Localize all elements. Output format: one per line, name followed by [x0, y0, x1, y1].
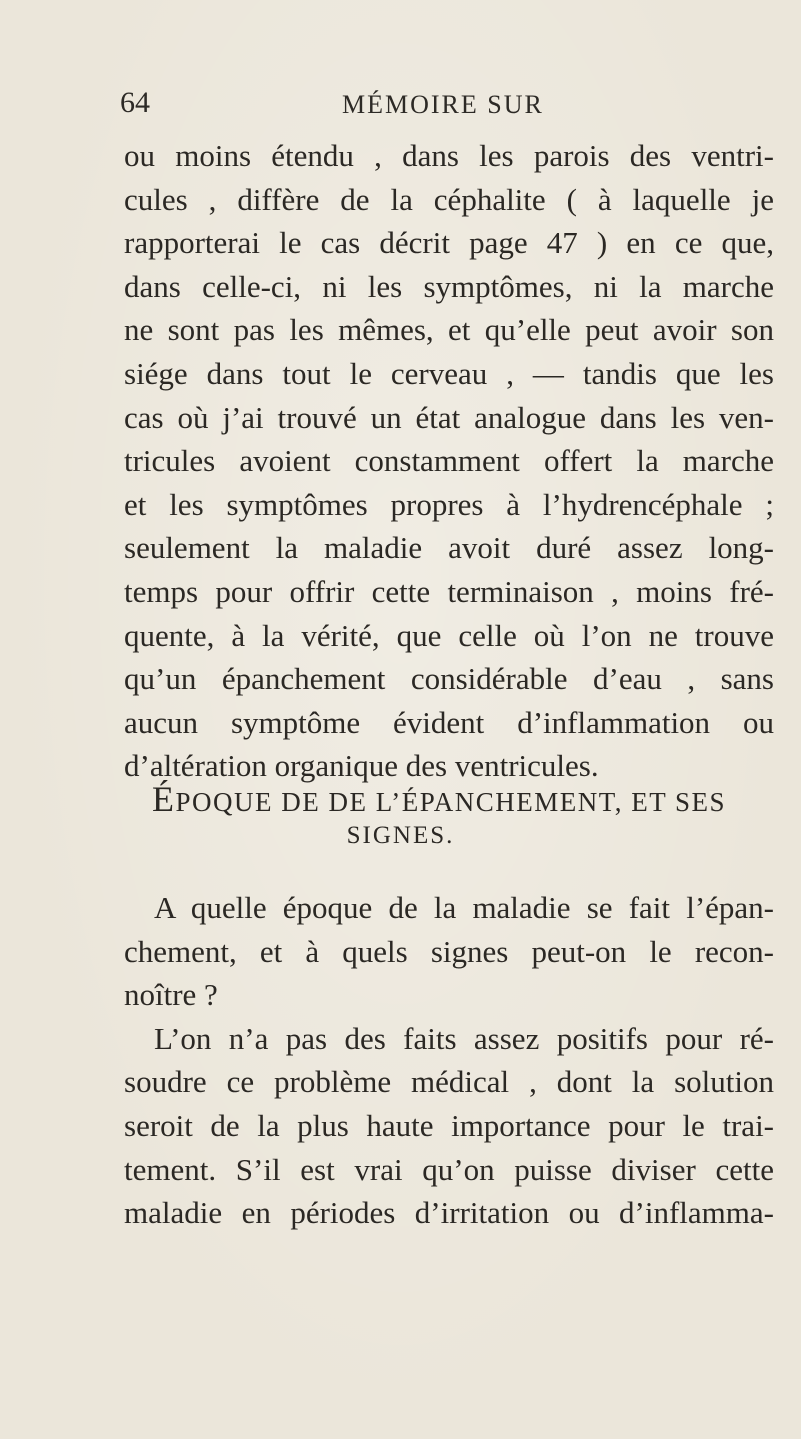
running-head — [120, 86, 780, 126]
text-line: et les symptômes propres à l’hydrencéphale ; — [124, 486, 774, 522]
text-line: cules , diffère de la céphalite ( à laquelle je — [124, 181, 774, 217]
text-line: noître ? — [124, 977, 218, 1013]
text-line: aucun symptôme évident d’inflammation ou — [124, 704, 774, 740]
text-line: siége dans tout le cerveau , — tandis que les — [124, 355, 774, 391]
page-number: 64 — [120, 86, 150, 119]
text-line: quente, à la vérité, que celle où l’on ne trouve — [124, 617, 774, 653]
text-line: rapporterai le cas décrit page 47 ) en ce que, — [124, 225, 774, 261]
text-line: soudre ce problème médical , dont la solution — [124, 1064, 774, 1100]
paragraph-1 — [124, 134, 774, 788]
running-title: MÉMOIRE SUR — [342, 90, 544, 119]
section-heading-line-2: SIGNES. — [346, 822, 455, 849]
text-line: qu’un épanchement considérable d’eau , sans — [124, 661, 774, 697]
text-line: temps pour offrir cette terminaison , moins fré- — [124, 573, 774, 609]
text-line: L’on n’a pas des faits assez positifs pour ré- — [154, 1020, 774, 1056]
section-heading — [152, 778, 770, 820]
text-line: ou moins étendu , dans les parois des ventri- — [124, 138, 774, 173]
text-line: seroit de la plus haute importance pour le trai- — [124, 1107, 774, 1143]
text-line: ne sont pas les mêmes, et qu’elle peut avoir son — [124, 312, 774, 348]
paragraph-2-3 — [124, 886, 774, 1235]
text-line: maladie en périodes d’irritation ou d’inflamma- — [124, 1195, 774, 1231]
heading-initial: É — [152, 779, 176, 819]
text-line: seulement la maladie avoit duré assez long- — [124, 530, 774, 566]
text-line: chement, et à quels signes peut-on le recon- — [124, 933, 774, 969]
heading-text: POQUE DE DE L’ÉPANCHEMENT, ET SES — [175, 787, 727, 817]
text-line: dans celle-ci, ni les symptômes, ni la marche — [124, 268, 774, 304]
text-line: tement. S’il est vrai qu’on puisse diviser cette — [124, 1151, 774, 1187]
text-line: cas où j’ai trouvé un état analogue dans les ven- — [124, 399, 774, 435]
text-line: A quelle époque de la maladie se fait l’épan- — [154, 890, 774, 925]
text-line: tricules avoient constamment offert la marche — [124, 443, 774, 479]
text-line: d’altération organique des ventricules. — [124, 748, 599, 784]
